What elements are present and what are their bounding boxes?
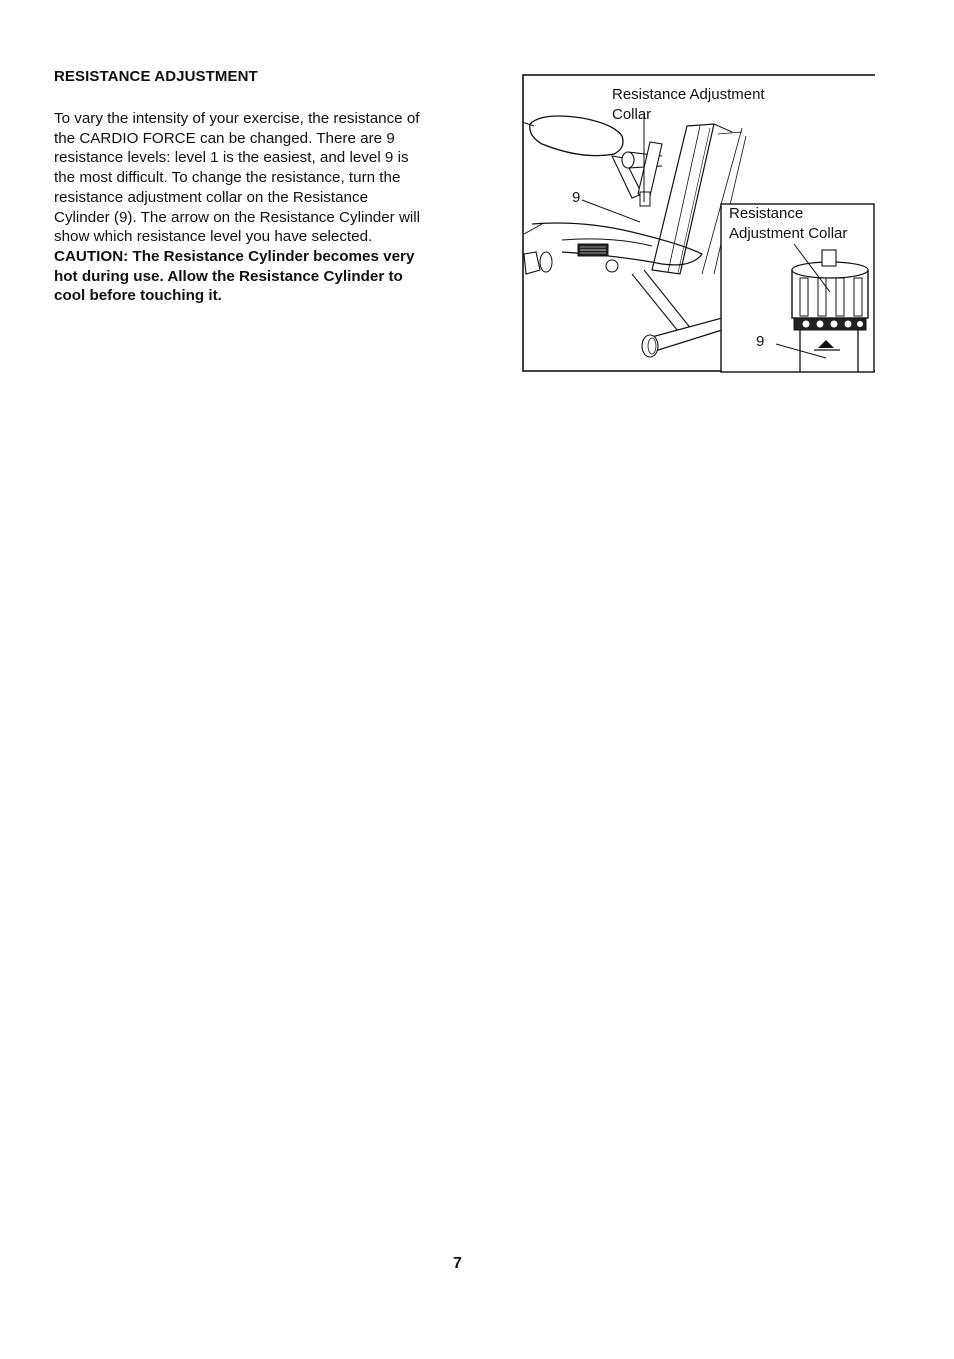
paragraph-line: the CARDIO FORCE can be changed. There are 9 [54, 129, 395, 147]
page-number: 7 [453, 1255, 462, 1272]
callout-line: Collar [612, 106, 652, 123]
paragraph-line: resistance adjustment collar on the Resistance [54, 188, 369, 206]
caution-line: hot during use. Allow the Resistance Cylinder to [54, 267, 403, 285]
caution-line: CAUTION: The Resistance Cylinder becomes very [54, 247, 415, 265]
paragraph-line: Cylinder (9). The arrow on the Resistance Cylinder will [54, 208, 421, 226]
section-heading: RESISTANCE ADJUSTMENT [54, 68, 258, 85]
resistance-adjustment-figure [522, 74, 875, 374]
part-number-callout-inset: 9 [756, 333, 765, 350]
part-number-callout: 9 [572, 189, 581, 206]
callout-line: Resistance [729, 205, 804, 222]
caution-line: cool before touching it. [54, 287, 222, 305]
paragraph-line: the most difficult. To change the resistance, turn the [54, 169, 401, 187]
paragraph-line: To vary the intensity of your exercise, the resistance of [54, 110, 420, 127]
paragraph-line: resistance levels: level 1 is the easiest, and level 9 is [54, 149, 409, 167]
collar-callout-label [612, 85, 765, 125]
paragraph-line: show which resistance level you have selected. [54, 228, 373, 246]
inset-collar-label [729, 204, 847, 244]
callout-line: Adjustment Collar [729, 225, 848, 242]
callout-line: Resistance Adjustment [612, 86, 765, 103]
instruction-paragraph [54, 109, 464, 306]
